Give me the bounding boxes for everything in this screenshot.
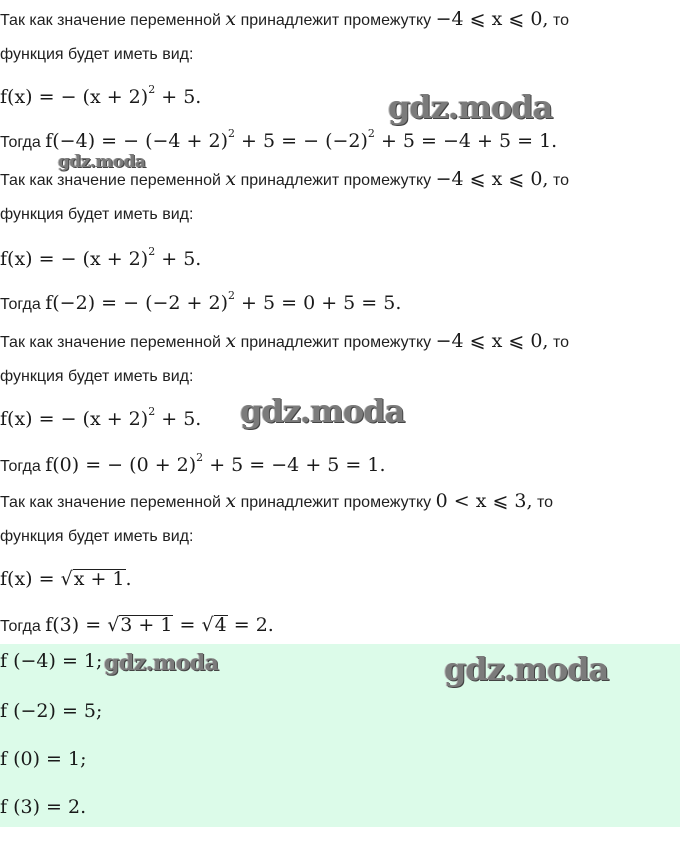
intro-tail: то: [552, 172, 569, 189]
function-lhs: f(x) = −: [0, 86, 77, 108]
function-exponent: 2: [148, 245, 156, 258]
interval: 0 < x ⩽ 3,: [435, 490, 533, 512]
intro-text: Так как значение переменной: [0, 494, 221, 511]
answer-line: f (−4) = 1;: [0, 650, 103, 672]
block4-calc: Тогда f(3) = √3 + 1 = √4 = 2.: [0, 614, 274, 636]
block3-intro-line: [0, 330, 569, 352]
intro-after-text: принадлежит промежутку: [240, 172, 432, 189]
variable: x: [225, 330, 237, 352]
block1-intro-line: [0, 8, 569, 30]
intro-text: Так как значение переменной: [0, 12, 221, 29]
calc-base: (−4 + 2): [145, 130, 228, 152]
block3-form-text: функция будет иметь вид:: [0, 368, 194, 385]
function-lhs: f(x) = −: [0, 248, 77, 270]
answer-line: f (−2) = 5;: [0, 700, 103, 722]
watermark: gdz.moda: [104, 650, 219, 676]
calc-part: + 5 = −: [241, 130, 320, 152]
block3-function: [0, 405, 202, 430]
calc-exponent: 2: [196, 451, 204, 464]
block2-form-text: функция будет иметь вид:: [0, 206, 194, 223]
intro-tail: то: [552, 334, 569, 351]
variable: x: [225, 168, 237, 190]
intro-tail: то: [537, 494, 554, 511]
variable: x: [225, 8, 237, 30]
function-lhs: f(x) = −: [0, 408, 77, 430]
function-rest: .: [125, 568, 132, 590]
calc-part: + 5 = −4 + 5 = 1.: [380, 130, 558, 152]
block2-function: [0, 245, 202, 270]
answer-line: f (3) = 2.: [0, 796, 87, 818]
function-exponent: 2: [148, 83, 156, 96]
function-rest: + 5.: [161, 248, 202, 270]
function-exponent: 2: [148, 405, 156, 418]
function-lhs: f(x) =: [0, 568, 55, 590]
radicand: 3 + 1: [120, 614, 173, 636]
calc-exponent: 2: [228, 289, 235, 302]
block1-calc: [0, 127, 558, 152]
block3-calc: [0, 451, 386, 476]
radicand: x + 1: [73, 568, 125, 590]
calc-part: = 2.: [233, 614, 274, 636]
variable: x: [225, 490, 237, 512]
then-word: Тогда: [0, 618, 41, 635]
calc-exponent: 2: [228, 127, 235, 140]
calc-part: f(−2) = −: [45, 292, 140, 314]
calc-exponent: 2: [367, 127, 375, 140]
block1-function: [0, 83, 202, 108]
intro-text: Так как значение переменной: [0, 172, 221, 189]
then-word: Тогда: [0, 458, 41, 475]
interval: −4 ⩽ x ⩽ 0,: [435, 330, 549, 352]
calc-part: f(0) = −: [45, 454, 124, 476]
function-rest: + 5.: [161, 408, 202, 430]
radicand: 4: [214, 614, 227, 636]
interval: −4 ⩽ x ⩽ 0,: [435, 8, 549, 30]
calc-part: + 5 = 0 + 5 = 5.: [241, 292, 402, 314]
intro-after-text: принадлежит промежутку: [240, 12, 432, 29]
block4-intro-line: [0, 490, 553, 512]
calc-part: + 5 = −4 + 5 = 1.: [209, 454, 386, 476]
calc-part: f(3) =: [45, 614, 102, 636]
function-base: (x + 2): [82, 86, 149, 108]
block4-form-text: функция будет иметь вид:: [0, 528, 194, 545]
intro-tail: то: [552, 12, 569, 29]
watermark: gdz.moda: [240, 392, 405, 430]
block1-form-text: функция будет иметь вид:: [0, 46, 194, 63]
then-word: Тогда: [0, 296, 41, 313]
interval: −4 ⩽ x ⩽ 0,: [435, 168, 549, 190]
watermark: gdz.moda: [58, 152, 146, 172]
block4-function: f(x) = √x + 1.: [0, 568, 132, 590]
intro-after-text: принадлежит промежутку: [240, 334, 432, 351]
function-base: (x + 2): [82, 248, 149, 270]
block2-calc: [0, 289, 402, 314]
intro-after-text: принадлежит промежутку: [240, 494, 432, 511]
calc-base: (−2): [325, 130, 368, 152]
function-base: (x + 2): [82, 408, 149, 430]
function-rest: + 5.: [161, 86, 202, 108]
answer-line: f (0) = 1;: [0, 748, 87, 770]
calc-base: (−2 + 2): [145, 292, 228, 314]
watermark: gdz.moda: [444, 650, 609, 688]
watermark: gdz.moda: [388, 88, 553, 126]
intro-text: Так как значение переменной: [0, 334, 221, 351]
then-word: Тогда: [0, 134, 41, 151]
calc-base: (0 + 2): [129, 454, 197, 476]
calc-part: f(−4) = −: [45, 130, 140, 152]
calc-part: =: [179, 614, 196, 636]
